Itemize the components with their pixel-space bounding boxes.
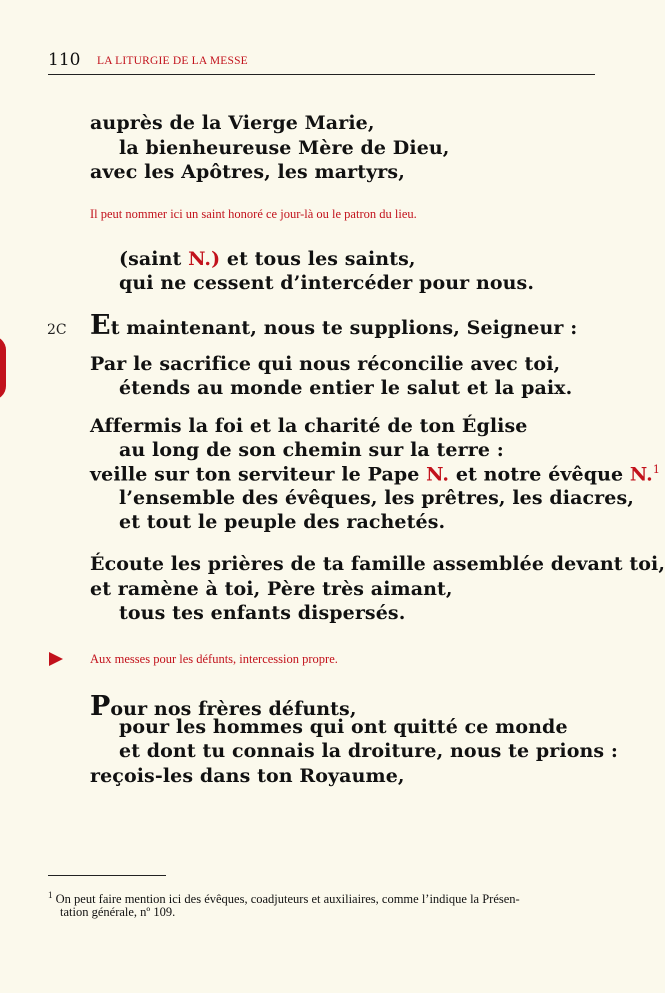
running-title: LA LITURGIE DE LA MESSE	[97, 55, 248, 67]
footnote-text: On peut faire mention ici des évêques, coadjuteurs et auxiliaires, comme l’indique la Présen-	[55, 892, 520, 907]
footnote-rule	[48, 875, 166, 876]
text-line: Affermis la foi et la charité de ton Église	[90, 415, 528, 437]
page-number: 110	[48, 50, 81, 70]
footnote-mark: 1	[48, 890, 53, 900]
text-line: Écoute les prières de ta famille assemblée devant toi,	[90, 553, 665, 575]
text-span: et notre évêque	[449, 463, 630, 486]
text-line: Par le sacrifice qui nous réconcilie avec toi,	[90, 353, 561, 375]
text-line: au long de son chemin sur la terre :	[119, 439, 504, 461]
text-span: our nos frères défunts,	[110, 698, 357, 720]
text-line: qui ne cessent d’intercéder pour nous.	[119, 272, 535, 294]
rubric-arrow-icon	[49, 652, 63, 666]
name-placeholder: N.	[426, 463, 450, 486]
text-line: pour les hommes qui ont quitté ce monde	[119, 716, 568, 738]
rubric: Il peut nommer ici un saint honoré ce jour-là ou le patron du lieu.	[90, 207, 417, 221]
initial-letter: P	[90, 691, 111, 722]
footnote-marker: 1	[652, 463, 660, 476]
text-line: étends au monde entier le salut et la paix.	[119, 377, 573, 399]
text-line: auprès de la Vierge Marie,	[90, 112, 375, 134]
text-line: la bienheureuse Mère de Dieu,	[119, 137, 450, 159]
text-span: t maintenant, nous te supplions, Seigneur :	[110, 317, 578, 339]
red-page-tab	[0, 336, 6, 400]
text-line: l’ensemble des évêques, les prêtres, les diacres,	[119, 487, 634, 509]
initial-letter: E	[90, 310, 111, 341]
text-line	[90, 463, 660, 485]
margin-reference: 2C	[47, 322, 67, 338]
text-line: et tout le peuple des rachetés.	[119, 511, 446, 533]
text-line	[90, 312, 577, 339]
text-span: (saint	[119, 248, 189, 270]
text-line: avec les Apôtres, les martyrs,	[90, 161, 405, 183]
text-span: veille sur ton serviteur le Pape	[90, 463, 427, 486]
text-span: et tous les saints,	[220, 248, 416, 270]
rubric: Aux messes pour les défunts, intercession propre.	[90, 652, 338, 666]
footnote-line: tation générale, nº 109.	[60, 905, 176, 919]
header-rule	[48, 74, 595, 75]
text-line: et dont tu connais la droiture, nous te prions :	[119, 740, 619, 762]
name-placeholder: N.	[629, 463, 653, 486]
text-line: reçois-les dans ton Royaume,	[90, 765, 405, 787]
text-line: et ramène à toi, Père très aimant,	[90, 578, 453, 600]
text-line	[119, 248, 416, 270]
text-line: tous tes enfants dispersés.	[119, 602, 406, 624]
name-placeholder: N.)	[188, 248, 221, 270]
